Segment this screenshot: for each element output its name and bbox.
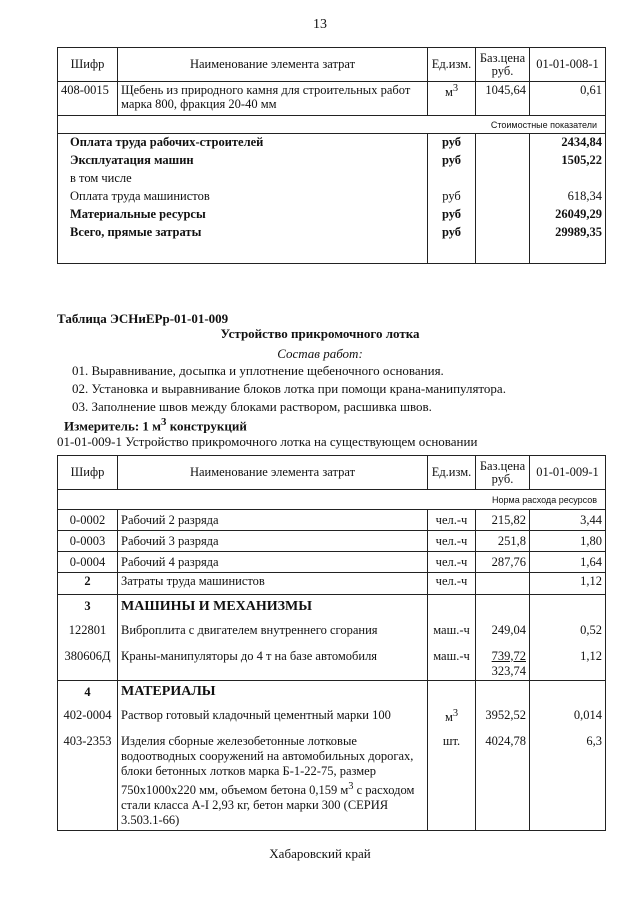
table-row bbox=[58, 645, 606, 681]
row-code: 402-0004 bbox=[58, 704, 118, 730]
resource-table-009 bbox=[57, 455, 606, 831]
row-unit: чел.-ч bbox=[428, 573, 476, 595]
machinist-row bbox=[58, 573, 606, 595]
labor-rows bbox=[58, 510, 606, 573]
row-name: Краны-манипуляторы до 4 т на базе автомобиля bbox=[118, 645, 428, 681]
row-price bbox=[476, 573, 530, 595]
row-unit: маш.-ч bbox=[428, 619, 476, 645]
header-name: Наименование элемента затрат bbox=[118, 48, 428, 82]
name-sup: 3 bbox=[348, 781, 354, 792]
cost-unit: руб bbox=[428, 206, 476, 224]
section-title: Устройство прикромочного лотка bbox=[220, 326, 420, 341]
cost-value: 618,34 bbox=[530, 188, 606, 206]
name-part: с расходом стали класса А-I 2,93 кг, бетон марки 300 (СЕРИЯ 3.503.1-66) bbox=[121, 783, 415, 828]
row-name: Раствор готовый кладочный цементный марки 100 bbox=[118, 704, 428, 730]
group-title: МАШИНЫ И МЕХАНИЗМЫ bbox=[118, 595, 428, 619]
group-code: 4 bbox=[58, 680, 118, 704]
cost-price bbox=[476, 170, 530, 188]
row-name: Рабочий 4 разряда bbox=[118, 552, 428, 573]
name-part: Изделия сборные железобетонные лотковые водоотводных сооружений на автомобильных дорогах, блоки бетонных лотков марка Б-1-22-75, размер 750х1000х220 мм, объемом бетона 0,159 м bbox=[121, 734, 414, 798]
price-secondary: 323,74 bbox=[491, 663, 526, 678]
table-row bbox=[58, 552, 606, 573]
row-name: Рабочий 3 разряда bbox=[118, 531, 428, 552]
row-code: 0-0004 bbox=[58, 552, 118, 573]
header-name: Наименование элемента затрат bbox=[118, 456, 428, 490]
cost-name: Эксплуатация машин bbox=[58, 152, 428, 170]
table-title: Таблица ЭСНиЕРр-01-01-009 bbox=[57, 311, 229, 326]
row-value: 1,80 bbox=[530, 531, 606, 552]
cost-price bbox=[476, 224, 530, 242]
table-row bbox=[58, 531, 606, 552]
table-row bbox=[58, 82, 606, 116]
table-row bbox=[58, 510, 606, 531]
cost-name: Материальные ресурсы bbox=[58, 206, 428, 224]
row-price: 3952,52 bbox=[476, 704, 530, 730]
row-code: 122801 bbox=[58, 619, 118, 645]
table-row bbox=[58, 704, 606, 730]
header-code: Шифр bbox=[58, 48, 118, 82]
unit-text: м bbox=[444, 710, 453, 725]
row-code: 403-2353 bbox=[58, 730, 118, 831]
row-value: 1,12 bbox=[530, 645, 606, 681]
header-norm-code: 01-01-009-1 bbox=[530, 456, 606, 490]
cost-price bbox=[476, 188, 530, 206]
cost-row bbox=[58, 188, 606, 206]
group-code: 3 bbox=[58, 595, 118, 619]
materials-header-row bbox=[58, 680, 606, 704]
row-name: Затраты труда машинистов bbox=[118, 573, 428, 595]
material-rows bbox=[58, 704, 606, 831]
row-code: 408-0015 bbox=[58, 82, 118, 116]
unit-text: шт. bbox=[442, 734, 461, 748]
row-code: 0-0003 bbox=[58, 531, 118, 552]
row-price: 4024,78 bbox=[476, 730, 530, 831]
group-title: МАТЕРИАЛЫ bbox=[118, 680, 428, 704]
header-code: Шифр bbox=[58, 456, 118, 490]
header-norm-code: 01-01-008-1 bbox=[530, 48, 606, 82]
unit-sup: 3 bbox=[452, 708, 459, 719]
cost-value: 29989,35 bbox=[530, 224, 606, 242]
cost-unit: руб bbox=[428, 188, 476, 206]
cost-row bbox=[58, 224, 606, 242]
row-value: 1,12 bbox=[530, 573, 606, 595]
page-number: 13 bbox=[313, 17, 327, 32]
table-row bbox=[58, 730, 606, 831]
cost-name: Оплата труда машинистов bbox=[58, 188, 428, 206]
machine-rows bbox=[58, 619, 606, 681]
row-unit: чел.-ч bbox=[428, 531, 476, 552]
cost-price bbox=[476, 206, 530, 224]
row-unit: чел.-ч bbox=[428, 552, 476, 573]
table-row bbox=[58, 619, 606, 645]
cost-rows bbox=[58, 134, 606, 242]
row-value: 0,61 bbox=[530, 82, 606, 116]
cost-unit: руб bbox=[428, 152, 476, 170]
cost-price bbox=[476, 134, 530, 152]
row-price: 251,8 bbox=[476, 531, 530, 552]
price-primary: 739,72 bbox=[491, 648, 526, 663]
machines-header-row bbox=[58, 595, 606, 619]
row-code: 0-0002 bbox=[58, 510, 118, 531]
cost-row bbox=[58, 152, 606, 170]
row-name: Виброплита с двигателем внутреннего сгорания bbox=[118, 619, 428, 645]
cost-price bbox=[476, 152, 530, 170]
row-price: 249,04 bbox=[476, 619, 530, 645]
header-unit: Ед.изм. bbox=[428, 456, 476, 490]
section-label: Стоимостные показатели bbox=[58, 116, 606, 134]
row-unit bbox=[428, 704, 476, 730]
cost-name: Оплата труда рабочих-строителей bbox=[58, 134, 428, 152]
cost-row bbox=[58, 134, 606, 152]
row-name: Щебень из природного камня для строительных работ марка 800, фракция 20-40 мм bbox=[118, 82, 428, 116]
cost-unit bbox=[428, 170, 476, 188]
row-unit bbox=[428, 730, 476, 831]
cost-value: 1505,22 bbox=[530, 152, 606, 170]
row-unit: чел.-ч bbox=[428, 510, 476, 531]
section-label: Норма расхода ресурсов bbox=[58, 490, 606, 510]
row-unit: $м^3$ bbox=[428, 82, 476, 116]
cost-unit: руб bbox=[428, 224, 476, 242]
cost-name: Всего, прямые затраты bbox=[58, 224, 428, 242]
cost-name: в том числе bbox=[58, 170, 428, 188]
row-price: 215,82 bbox=[476, 510, 530, 531]
cost-table-008 bbox=[57, 47, 606, 264]
row-value: 3,44 bbox=[530, 510, 606, 531]
header-unit: Ед.изм. bbox=[428, 48, 476, 82]
cost-unit: руб bbox=[428, 134, 476, 152]
row-code: 380606Д bbox=[58, 645, 118, 681]
header-price: Баз.цена руб. bbox=[476, 456, 530, 490]
row-price bbox=[476, 645, 530, 681]
header-price: Баз.цена руб. bbox=[476, 48, 530, 82]
row-value: 0,014 bbox=[530, 704, 606, 730]
operation-2: 02. Установка и выравнивание блоков лотка при помощи крана-манипулятора. bbox=[72, 381, 506, 396]
footer-region: Хабаровский край bbox=[269, 846, 371, 861]
row-value: 0,52 bbox=[530, 619, 606, 645]
cost-value: 26049,29 bbox=[530, 206, 606, 224]
works-title: Состав работ: bbox=[277, 346, 363, 361]
cost-row bbox=[58, 206, 606, 224]
row-price: 287,76 bbox=[476, 552, 530, 573]
cost-value bbox=[530, 170, 606, 188]
row-name bbox=[118, 730, 428, 831]
row-code: 2 bbox=[58, 573, 118, 595]
norm-code-line: 01-01-009-1 Устройство прикромочного лотка на существующем основании bbox=[57, 434, 478, 449]
row-unit: маш.-ч bbox=[428, 645, 476, 681]
operation-1: 01. Выравнивание, досыпка и уплотнение щебеночного основания. bbox=[72, 363, 444, 378]
row-name: Рабочий 2 разряда bbox=[118, 510, 428, 531]
spacer-row bbox=[58, 242, 606, 264]
row-price: 1045,64 bbox=[476, 82, 530, 116]
row-value: 6,3 bbox=[530, 730, 606, 831]
measure-unit: Измеритель: 1 $м^3$ конструкций bbox=[64, 416, 247, 434]
operation-3: 03. Заполнение швов между блоками раствором, расшивка швов. bbox=[72, 399, 432, 414]
row-value: 1,64 bbox=[530, 552, 606, 573]
cost-row bbox=[58, 170, 606, 188]
cost-value: 2434,84 bbox=[530, 134, 606, 152]
